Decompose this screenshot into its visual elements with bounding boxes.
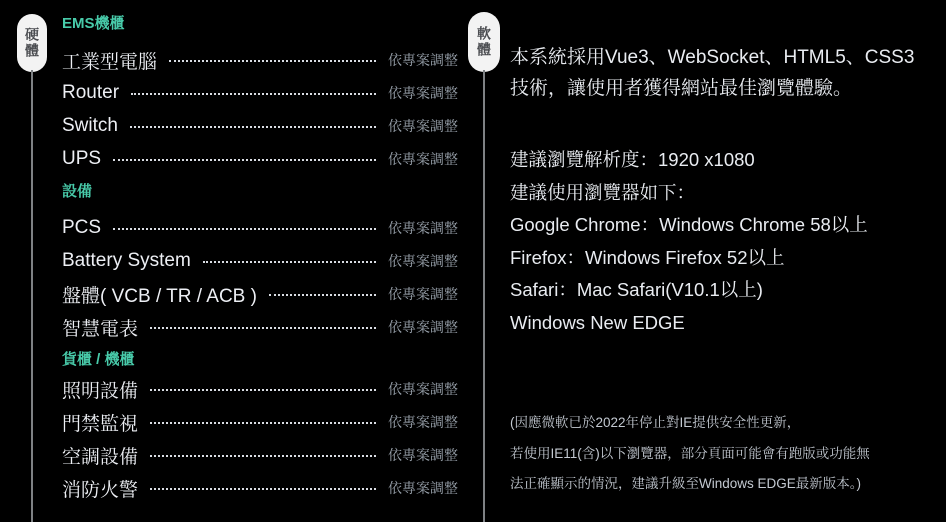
- item-label: 依專案調整: [388, 52, 458, 68]
- dotted-leader-line: [150, 488, 376, 490]
- spec-safari: Safari：Mac Safari(V10.1以上): [510, 279, 763, 300]
- dotted-leader-line: [113, 228, 376, 230]
- item-label: 依專案調整: [388, 286, 458, 302]
- item-label: 依專案調整: [388, 381, 458, 397]
- hardware-row-battery-system: [62, 248, 458, 274]
- hardware-row-fire-alarm: [62, 475, 458, 501]
- spec-chrome: Google Chrome：Windows Chrome 58以上: [510, 214, 868, 235]
- software-pill: 軟體: [468, 12, 500, 72]
- intro-line: 技術，讓使用者獲得網站最佳瀏覽體驗。: [510, 78, 853, 99]
- item-name: 盤體( VCB / TR / ACB ): [62, 285, 257, 307]
- item-label: 依專案調整: [388, 85, 458, 101]
- item-name: 智慧電表: [62, 318, 139, 340]
- dotted-leader-line: [150, 455, 376, 457]
- hardware-row-pcs: [62, 215, 458, 241]
- item-name: Battery System: [62, 250, 191, 271]
- note-line: (因應微軟已於2022年停止對IE提供安全性更新，: [510, 415, 801, 430]
- dotted-leader-line: [203, 261, 376, 263]
- hardware-row-lighting: [62, 376, 458, 402]
- item-label: 依專案調整: [388, 480, 458, 496]
- item-label: 依專案調整: [388, 319, 458, 335]
- section-title-container-cabinet: 貨櫃 / 機櫃: [62, 351, 135, 368]
- spec-browsers-heading: 建議使用瀏覽器如下：: [510, 181, 696, 203]
- dotted-leader-line: [131, 93, 376, 95]
- item-name: 門禁監視: [62, 413, 139, 435]
- dotted-leader-line: [113, 159, 376, 161]
- item-label: 依專案調整: [388, 151, 458, 167]
- dotted-leader-line: [150, 389, 376, 391]
- item-name: Switch: [62, 115, 118, 136]
- item-name: 空調設備: [62, 446, 139, 468]
- hardware-row-access-surveillance: [62, 409, 458, 435]
- software-stem-line: [483, 70, 485, 522]
- section-title-equipment: 設備: [62, 183, 93, 200]
- hardware-row-ups: [62, 146, 458, 172]
- hardware-row-industrial-pc: [62, 47, 458, 73]
- item-name: 工業型電腦: [62, 51, 158, 73]
- item-name: 消防火警: [62, 479, 139, 501]
- dotted-leader-line: [150, 422, 376, 424]
- hardware-row-smart-meter: [62, 314, 458, 340]
- item-label: 依專案調整: [388, 414, 458, 430]
- hardware-row-hvac: [62, 442, 458, 468]
- item-label: 依專案調整: [388, 118, 458, 134]
- item-name: UPS: [62, 148, 102, 169]
- hardware-pill: 硬體: [17, 14, 47, 72]
- note-line: 法正確顯示的情況，建議升級至Windows EDGE最新版本。): [510, 476, 862, 491]
- item-name: 照明設備: [62, 380, 139, 402]
- intro-line: 本系統採用Vue3、WebSocket、HTML5、CSS3: [510, 47, 915, 68]
- software-intro-paragraph: [510, 42, 946, 104]
- software-browser-specs: [510, 144, 946, 339]
- item-label: 依專案調整: [388, 253, 458, 269]
- dotted-leader-line: [269, 294, 376, 296]
- hardware-column: [62, 14, 458, 508]
- item-name: Router: [62, 82, 120, 103]
- section-title-ems-rack: EMS機櫃: [62, 15, 125, 32]
- hardware-row-panel: [62, 281, 458, 307]
- hardware-stem-line: [31, 70, 33, 522]
- dotted-leader-line: [169, 60, 376, 62]
- hardware-row-router: [62, 80, 458, 106]
- dotted-leader-line: [150, 327, 376, 329]
- dotted-leader-line: [130, 126, 376, 128]
- spec-firefox: Firefox：Windows Firefox 52以上: [510, 246, 785, 268]
- spec-resolution: 建議瀏覽解析度：1920 x1080: [510, 149, 755, 170]
- item-name: PCS: [62, 217, 102, 238]
- hardware-row-switch: [62, 113, 458, 139]
- note-line: 若使用IE11(含)以下瀏覽器，部分頁面可能會有跑版或功能無: [510, 445, 870, 461]
- item-label: 依專案調整: [388, 447, 458, 463]
- item-label: 依專案調整: [388, 220, 458, 236]
- software-ie-note: [510, 408, 946, 500]
- spec-edge: Windows New EDGE: [510, 311, 685, 333]
